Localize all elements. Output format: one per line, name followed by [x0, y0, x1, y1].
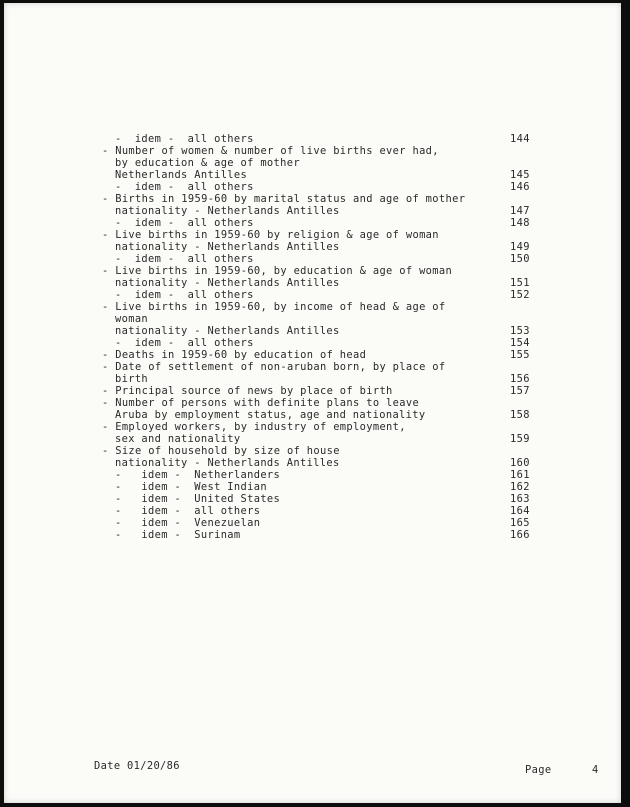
toc-entry — [4, 505, 621, 517]
toc-entry-page: 153 — [510, 325, 530, 337]
toc-entry — [4, 421, 621, 433]
toc-entry-text: - idem - West Indian — [115, 481, 267, 493]
toc-entry-page: 145 — [510, 169, 530, 181]
toc-entry-page: 144 — [510, 133, 530, 145]
toc-entry-page: 152 — [510, 289, 530, 301]
toc-entry-text: - idem - all others — [115, 505, 261, 517]
toc-entry-text: Netherlands Antilles — [115, 169, 248, 181]
toc-entry-text: birth — [115, 373, 149, 385]
toc-entry-text: nationality - Netherlands Antilles — [115, 241, 340, 253]
toc-entry-text: - Deaths in 1959-60 by education of head — [102, 349, 367, 361]
toc-entry — [4, 229, 621, 241]
footer-page-label: Page — [525, 764, 552, 776]
toc-entry-text: - Number of persons with definite plans to leave — [102, 397, 420, 409]
toc-entry — [4, 301, 621, 313]
toc-entry-page: 157 — [510, 385, 530, 397]
toc-entry — [4, 289, 621, 301]
toc-entry-page: 156 — [510, 373, 530, 385]
toc-entry — [4, 265, 621, 277]
toc-entry — [4, 157, 621, 169]
toc-entry-page: 148 — [510, 217, 530, 229]
toc-entry-text: sex and nationality — [115, 433, 241, 445]
toc-entry — [4, 493, 621, 505]
footer-date: Date 01/20/86 — [94, 760, 180, 772]
toc-entry — [4, 145, 621, 157]
toc-entry — [4, 181, 621, 193]
toc-entry — [4, 469, 621, 481]
toc-entry — [4, 253, 621, 265]
toc-entry-page: 166 — [510, 529, 530, 541]
toc-entry-page: 155 — [510, 349, 530, 361]
toc-entry — [4, 217, 621, 229]
toc-entry — [4, 325, 621, 337]
toc-entry — [4, 205, 621, 217]
toc-entry-text: - idem - all others — [115, 253, 254, 265]
toc-entry-text: - Employed workers, by industry of employment, — [102, 421, 406, 433]
toc-entry-page: 151 — [510, 277, 530, 289]
toc-entry-text: - Principal source of news by place of birth — [102, 385, 393, 397]
toc-entry — [4, 529, 621, 541]
toc-entry — [4, 277, 621, 289]
toc-entry — [4, 397, 621, 409]
toc-entry-text: - idem - all others — [115, 181, 254, 193]
toc-entry-page: 160 — [510, 457, 530, 469]
toc-entry-page: 149 — [510, 241, 530, 253]
toc-entry — [4, 433, 621, 445]
toc-entry-text: nationality - Netherlands Antilles — [115, 277, 340, 289]
toc-entry-text: - Live births in 1959-60, by education & age of woman — [102, 265, 453, 277]
toc-entry — [4, 385, 621, 397]
toc-entry — [4, 241, 621, 253]
toc-entry — [4, 517, 621, 529]
toc-entry — [4, 445, 621, 457]
toc-entry-text: woman — [115, 313, 149, 325]
toc-entry-text: by education & age of mother — [115, 157, 300, 169]
toc-entry-text: nationality - Netherlands Antilles — [115, 457, 340, 469]
toc-entry-text: - Live births in 1959-60 by religion & age of woman — [102, 229, 439, 241]
toc-entry-text: - idem - all others — [115, 217, 254, 229]
toc-entry-text: - idem - all others — [115, 289, 254, 301]
toc-entry-page: 161 — [510, 469, 530, 481]
document-page — [4, 3, 621, 803]
toc-entry-page: 163 — [510, 493, 530, 505]
table-of-contents — [4, 133, 621, 541]
toc-entry-text: - idem - Venezuelan — [115, 517, 261, 529]
footer-page-number: 4 — [592, 764, 599, 776]
toc-entry — [4, 313, 621, 325]
toc-entry — [4, 193, 621, 205]
toc-entry-page: 146 — [510, 181, 530, 193]
toc-entry — [4, 133, 621, 145]
toc-entry-text: - Date of settlement of non-aruban born, by place of — [102, 361, 446, 373]
toc-entry-text: Aruba by employment status, age and nationality — [115, 409, 426, 421]
toc-entry-page: 162 — [510, 481, 530, 493]
toc-entry-text: nationality - Netherlands Antilles — [115, 205, 340, 217]
toc-entry-text: - idem - United States — [115, 493, 281, 505]
toc-entry-text: - idem - Surinam — [115, 529, 241, 541]
toc-entry-text: - Number of women & number of live births ever had, — [102, 145, 439, 157]
toc-entry — [4, 373, 621, 385]
toc-entry — [4, 361, 621, 373]
toc-entry — [4, 409, 621, 421]
toc-entry — [4, 457, 621, 469]
toc-entry-page: 150 — [510, 253, 530, 265]
toc-entry — [4, 337, 621, 349]
toc-entry — [4, 349, 621, 361]
toc-entry-page: 164 — [510, 505, 530, 517]
toc-entry-text: - idem - all others — [115, 133, 254, 145]
toc-entry-page: 158 — [510, 409, 530, 421]
toc-entry-page: 147 — [510, 205, 530, 217]
toc-entry — [4, 169, 621, 181]
toc-entry — [4, 481, 621, 493]
toc-entry-text: nationality - Netherlands Antilles — [115, 325, 340, 337]
toc-entry-text: - idem - Netherlanders — [115, 469, 281, 481]
toc-entry-page: 165 — [510, 517, 530, 529]
toc-entry-text: - idem - all others — [115, 337, 254, 349]
toc-entry-text: - Births in 1959-60 by marital status and age of mother — [102, 193, 466, 205]
toc-entry-text: - Size of household by size of house — [102, 445, 340, 457]
toc-entry-page: 154 — [510, 337, 530, 349]
toc-entry-text: - Live births in 1959-60, by income of head & age of — [102, 301, 446, 313]
toc-entry-page: 159 — [510, 433, 530, 445]
